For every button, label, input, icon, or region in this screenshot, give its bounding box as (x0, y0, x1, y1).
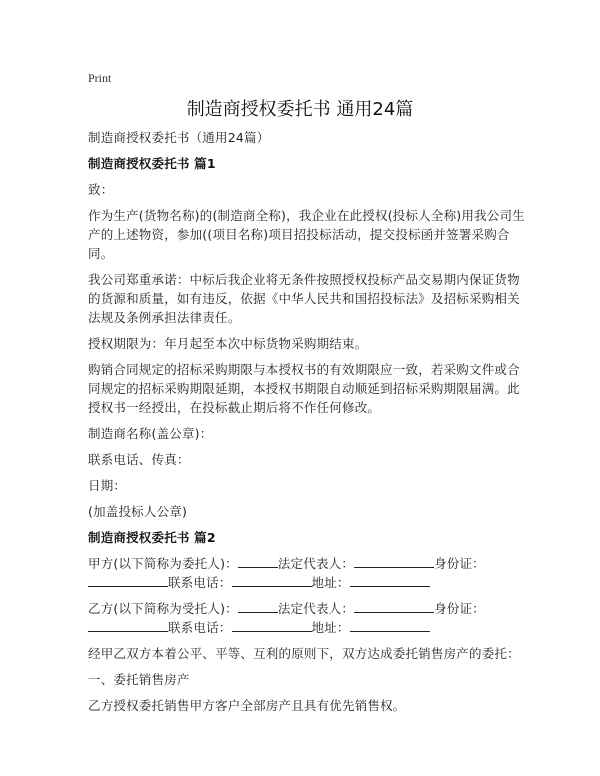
print-link[interactable]: Print (88, 71, 112, 85)
blank-line (350, 574, 430, 587)
blank-line (232, 574, 312, 587)
blank-line (88, 574, 168, 587)
party-b-block (88, 599, 548, 637)
address-label: 地址： (311, 620, 350, 635)
section-2-heading: 制造商授权委托书 篇2 (88, 530, 216, 545)
paragraph: 作为生产(货物名称)的(制造商全称)，我企业在此授权(投标人全称)用我公司生产的上述物资，参加((项目名称)项目招投标活动，提交投标函并签署采购合同。 (88, 208, 525, 261)
legal-rep-label: 法定代表人： (277, 556, 355, 571)
blank-line (232, 619, 312, 632)
paragraph: 日期： (88, 478, 127, 493)
phone-label: 联系电话： (168, 575, 232, 590)
blank-line (354, 600, 434, 613)
paragraph: 制造商名称(盖公章)： (88, 426, 213, 441)
blank-line (88, 619, 168, 632)
paragraph: 经甲乙双方本着公平、平等、互利的原则下，双方达成委托销售房产的委托： (88, 646, 520, 661)
blank-line (354, 555, 434, 568)
document-subtitle: 制造商授权委托书（通用24篇） (88, 130, 270, 145)
paragraph: 购销合同规定的招标采购期限与本授权书的有效期限应一致，若采购文件或合同规定的招标采购期限延期，本授权书期限自动顺延到招标采购期限届满。此授权书一经授出，在投标截止期后将不作任何修改。 (88, 362, 520, 415)
document-title: 制造商授权委托书 通用24篇 (186, 99, 414, 120)
paragraph: 授权期限为：年月起至本次中标货物采购期结束。 (88, 336, 368, 351)
party-a-label: 甲方(以下简称为委托人)： (88, 556, 238, 571)
id-label: 身份证： (434, 556, 485, 571)
address-label: 地址： (311, 575, 350, 590)
paragraph: 致： (88, 182, 114, 197)
party-b-label: 乙方(以下简称为受托人)： (88, 601, 238, 616)
paragraph: 联系电话、传真： (88, 452, 190, 467)
section-1-heading: 制造商授权委托书 篇1 (88, 156, 216, 171)
paragraph: (加盖投标人公章) (88, 504, 188, 519)
id-label: 身份证： (434, 601, 485, 616)
party-a-block (88, 554, 548, 592)
paragraph: 我公司郑重承诺：中标后我企业将无条件按照授权投标产品交易期内保证货物的货源和质量，如有违反，依据《中华人民共和国招投标法》及招标采购相关法规及条例承担法律责任。 (88, 272, 520, 325)
paragraph: 乙方授权委托销售甲方客户全部房产且具有优先销售权。 (88, 698, 406, 713)
legal-rep-label: 法定代表人： (277, 601, 355, 616)
blank-line (350, 619, 430, 632)
blank-line (238, 555, 278, 568)
blank-line (238, 600, 278, 613)
paragraph: 一、委托销售房产 (88, 672, 190, 687)
document (88, 0, 528, 715)
phone-label: 联系电话： (168, 620, 232, 635)
